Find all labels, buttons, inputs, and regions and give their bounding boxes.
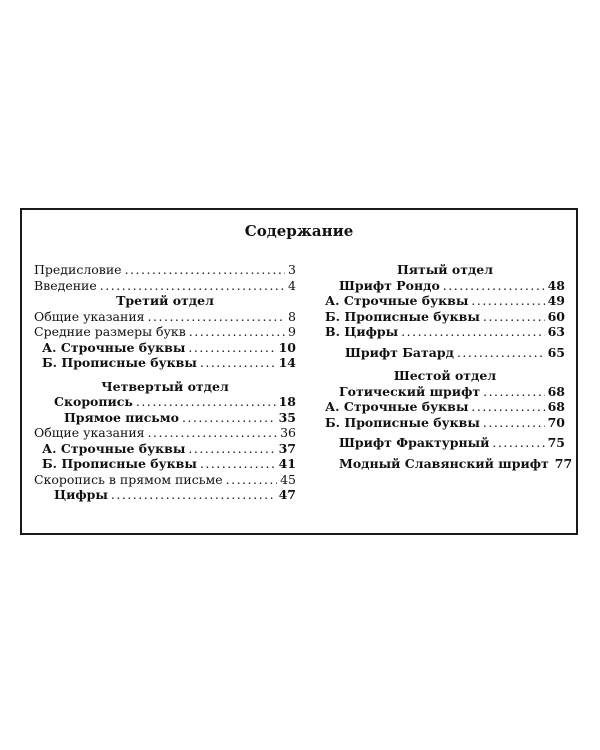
- toc-page: 37: [278, 440, 296, 456]
- dot-leader: [226, 472, 277, 488]
- toc-entry: [34, 324, 296, 340]
- toc-page: 4: [288, 277, 296, 293]
- toc-entry: [325, 415, 565, 431]
- toc-label: А. Строчные буквы: [42, 339, 186, 355]
- toc-page: 63: [547, 324, 565, 339]
- dot-leader: [188, 340, 275, 356]
- toc-label: Средние размеры букв: [34, 324, 186, 339]
- toc-page: 75: [547, 435, 565, 450]
- toc-label: Модный Славянский шрифт: [339, 455, 549, 471]
- toc-entry: [34, 309, 296, 325]
- dot-leader: [200, 456, 276, 472]
- toc-entry: [34, 456, 296, 472]
- toc-entry: [34, 425, 296, 441]
- dot-leader: [148, 425, 278, 441]
- toc-label: Б. Прописные буквы: [325, 308, 480, 324]
- toc-entry: [34, 278, 296, 294]
- dot-leader: [182, 410, 276, 426]
- toc-entry: [34, 441, 296, 457]
- toc-label: А. Строчные буквы: [325, 293, 469, 308]
- toc-entry: [34, 394, 296, 410]
- toc-label: А. Строчные буквы: [325, 399, 469, 414]
- toc-page: 36: [280, 425, 296, 440]
- toc-entry: [34, 487, 296, 503]
- toc-page: 9: [288, 324, 296, 339]
- toc-entry: [325, 345, 565, 361]
- dot-leader: [125, 262, 285, 278]
- left-column: [34, 262, 296, 503]
- section-heading: Третий отдел: [116, 293, 214, 308]
- toc-entry: [325, 324, 565, 340]
- toc-entry: [325, 455, 573, 472]
- dot-leader: [189, 324, 285, 340]
- toc-page: 45: [280, 471, 296, 487]
- dot-leader: [100, 278, 285, 294]
- toc-page: 60: [547, 308, 565, 324]
- right-column: [325, 262, 573, 471]
- toc-page: 70: [547, 414, 565, 430]
- toc-entry: [325, 384, 565, 400]
- toc-entry: [34, 355, 296, 371]
- toc-label: Цифры: [54, 487, 108, 502]
- toc-label: Скоропись: [54, 394, 133, 409]
- toc-label: Б. Прописные буквы: [325, 414, 480, 430]
- contents-box: [20, 208, 578, 535]
- dot-leader: [483, 309, 545, 325]
- toc-entry: [325, 435, 565, 451]
- toc-label: В. Цифры: [325, 324, 399, 339]
- toc-label: Общие указания: [34, 308, 145, 324]
- toc-label: Скоропись в прямом письме: [34, 471, 223, 487]
- toc-label: Шрифт Батард: [345, 344, 454, 360]
- dot-leader: [492, 435, 544, 451]
- dot-leader: [136, 394, 276, 410]
- toc-page: 65: [547, 344, 565, 360]
- toc-label: Шрифт Рондо: [339, 277, 440, 293]
- dot-leader: [148, 309, 286, 325]
- toc-label: Прямое письмо: [64, 409, 179, 425]
- toc-page: 10: [278, 339, 296, 355]
- dot-leader: [483, 415, 545, 431]
- toc-page: 49: [547, 293, 565, 308]
- toc-page: 18: [278, 394, 296, 409]
- toc-entry: [34, 472, 296, 488]
- toc-label: Введение: [34, 277, 97, 293]
- toc-page: 47: [278, 487, 296, 502]
- dot-leader: [471, 399, 544, 415]
- dot-leader: [457, 345, 545, 361]
- toc-page: 48: [547, 277, 565, 293]
- toc-page: 35: [278, 409, 296, 425]
- toc-entry: [34, 410, 296, 426]
- toc-entry: [325, 293, 565, 309]
- toc-label: Предисловие: [34, 262, 122, 277]
- toc-entry: [325, 278, 565, 294]
- section-heading: Четвертый отдел: [101, 378, 229, 394]
- contents-title: Содержание: [244, 222, 354, 240]
- toc-label: Общие указания: [34, 425, 145, 440]
- toc-label: Б. Прописные буквы: [42, 355, 197, 370]
- toc-page: 3: [288, 262, 296, 277]
- section-heading: Шестой отдел: [393, 368, 497, 383]
- toc-page: 41: [278, 456, 296, 471]
- toc-page: 8: [288, 308, 296, 324]
- toc-label: Готический шрифт: [339, 383, 481, 399]
- toc-page: 68: [547, 399, 565, 414]
- toc-label: Б. Прописные буквы: [42, 456, 197, 471]
- toc-label: А. Строчные буквы: [42, 440, 186, 456]
- toc-entry: [325, 309, 565, 325]
- dot-leader: [200, 355, 276, 371]
- toc-page: 68: [547, 383, 565, 399]
- dot-leader: [443, 278, 545, 294]
- toc-page: 14: [278, 355, 296, 370]
- toc-label: Шрифт Фрактурный: [339, 435, 490, 450]
- dot-leader: [471, 293, 544, 309]
- dot-leader: [188, 441, 275, 457]
- section-heading: Пятый отдел: [396, 262, 494, 277]
- dot-leader: [483, 384, 545, 400]
- toc-entry: [34, 340, 296, 356]
- toc-entry: [325, 399, 565, 415]
- toc-entry: [34, 262, 296, 278]
- toc-page: 77: [554, 455, 573, 471]
- dot-leader: [111, 487, 276, 503]
- dot-leader: [401, 324, 544, 340]
